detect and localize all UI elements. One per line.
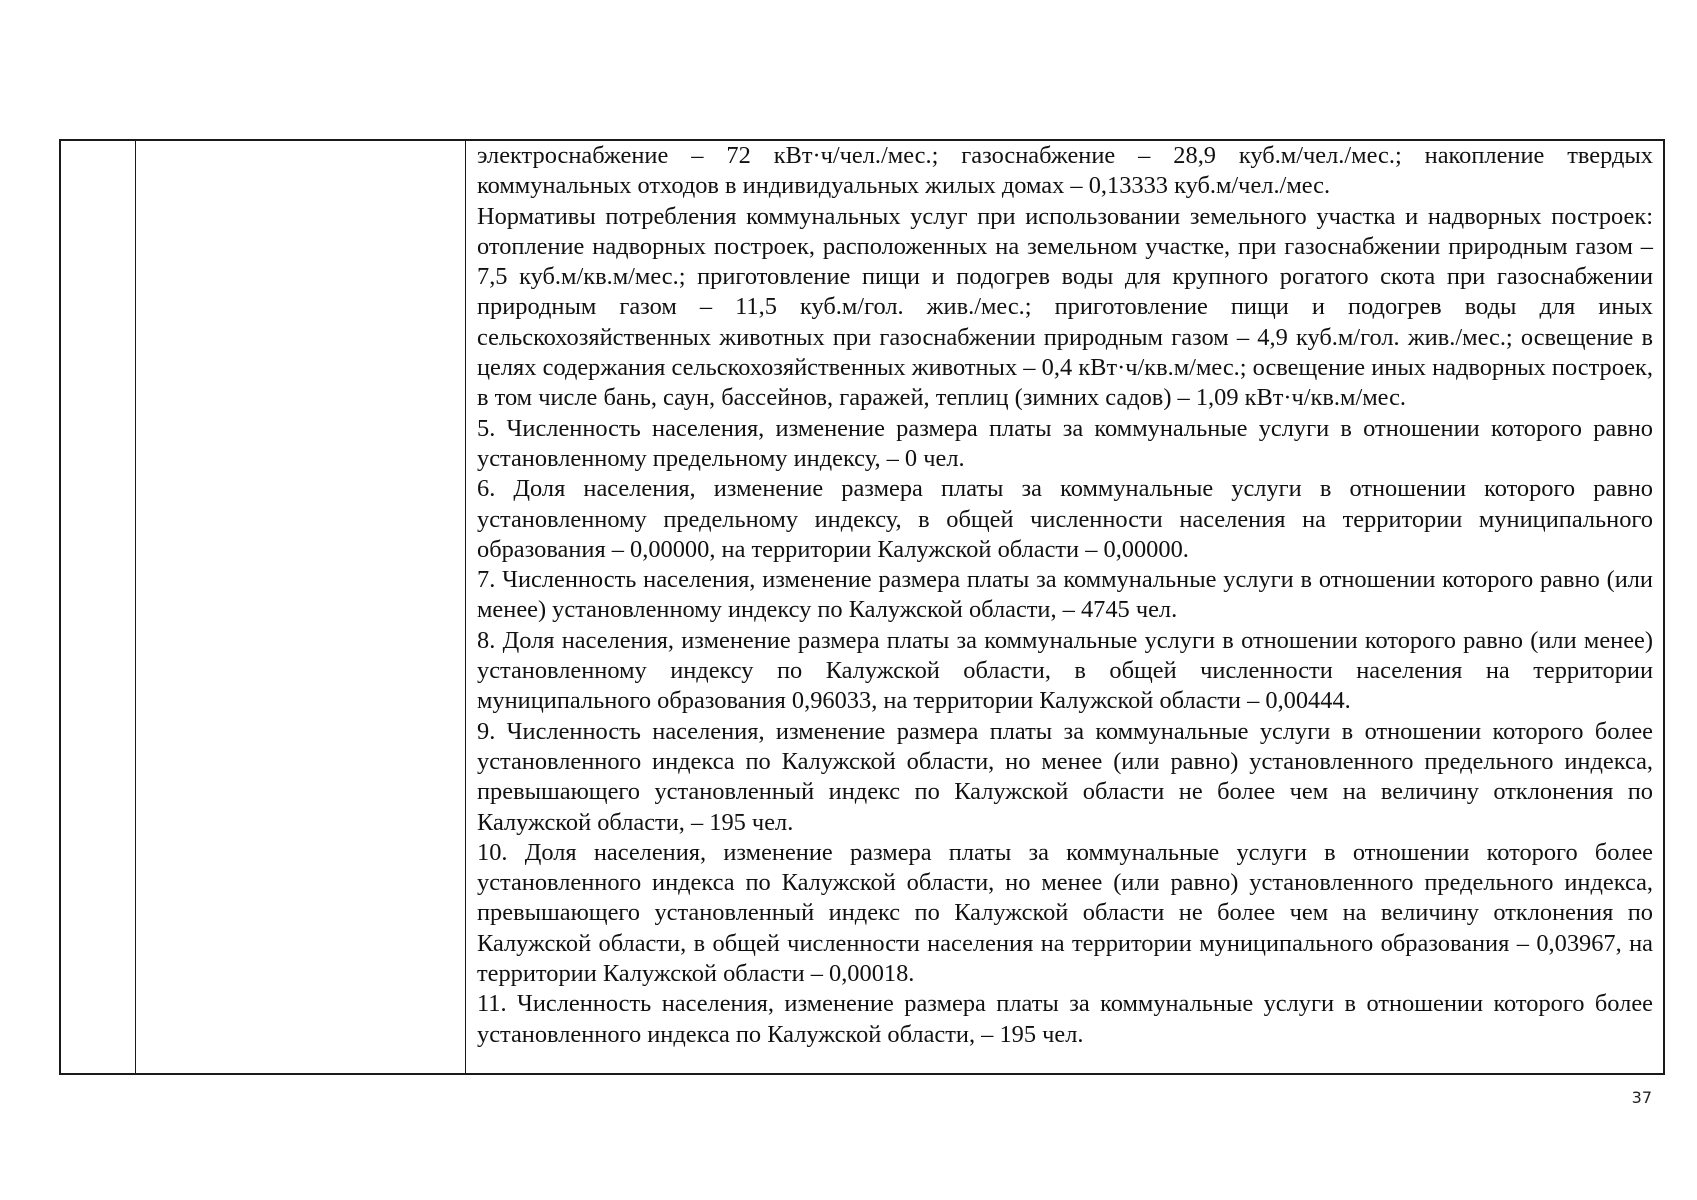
page-number: 37 [1631,1088,1652,1107]
paragraph: 9. Численность населения, изменение размера платы за коммунальные услуги в отношении которого более установленного индекса по Калужской области, но менее (или равно) установленного предельного индекса, превышающего установленный индекс по Калужской области не более чем на величину отклонения по Калужской области, – 195 чел. [477,717,1653,836]
paragraph: 6. Доля населения, изменение размера платы за коммунальные услуги в отношении которого равно установленному предельному индексу, в общей численности населения на территории муниципального образования – 0,00000, на территории Калужской области – 0,00000. [477,475,1653,563]
table-column-divider [135,141,136,1073]
document-table [59,139,1665,1075]
table-text-cell [477,141,1653,1073]
paragraph: 11. Численность населения, изменение размера платы за коммунальные услуги в отношении которого более установленного индекса по Калужской области, – 195 чел. [477,990,1653,1048]
paragraph: электроснабжение – 72 кВт·ч/чел./мес.; газоснабжение – 28,9 куб.м/чел./мес.; накопление твердых коммунальных отходов в индивидуальных жилых домах – 0,13333 куб.м/чел./мес. [477,142,1653,200]
paragraph: 10. Доля населения, изменение размера платы за коммунальные услуги в отношении которого более установленного индекса по Калужской области, но менее (или равно) установленного предельного индекса, превышающего установленный индекс по Калужской области не более чем на величину отклонения по Калужской области, в общей численности населения на территории муниципального образования – 0,03967, на территории Калужской области – 0,00018. [477,838,1653,988]
table-column-divider [465,141,466,1073]
paragraph: 5. Численность населения, изменение размера платы за коммунальные услуги в отношении которого равно установленному предельному индексу, – 0 чел. [477,414,1653,472]
paragraph: 8. Доля населения, изменение размера платы за коммунальные услуги в отношении которого равно (или менее) установленному индексу по Калужской области, в общей численности населения на территории муниципального образования 0,96033, на территории Калужской области – 0,00444. [477,626,1653,715]
paragraph: 7. Численность населения, изменение размера платы за коммунальные услуги в отношении которого равно (или менее) установленному индексу по Калужской области, – 4745 чел. [477,566,1653,624]
paragraph: Нормативы потребления коммунальных услуг при использовании земельного участка и надворных построек: отопление надворных построек, расположенных на земельном участке, при газоснабжении природным газом – 7,5 куб.м/кв.м/мес.; приготовление пищи и подогрев воды для крупного рогатого скота при газоснабжении природным газом – 11,5 куб.м/гол. жив./мес.; приготовление пищи и подогрев воды для иных сельскохозяйственных животных при газоснабжении природным газом – 4,9 куб.м/гол. жив./мес.; освещение в целях содержания сельскохозяйственных животных – 0,4 кВт·ч/кв.м/мес.; освещение иных надворных построек, в том числе бань, саун, бассейнов, гаражей, теплиц (зимних садов) – 1,09 кВт·ч/кв.м/мес. [477,202,1653,412]
